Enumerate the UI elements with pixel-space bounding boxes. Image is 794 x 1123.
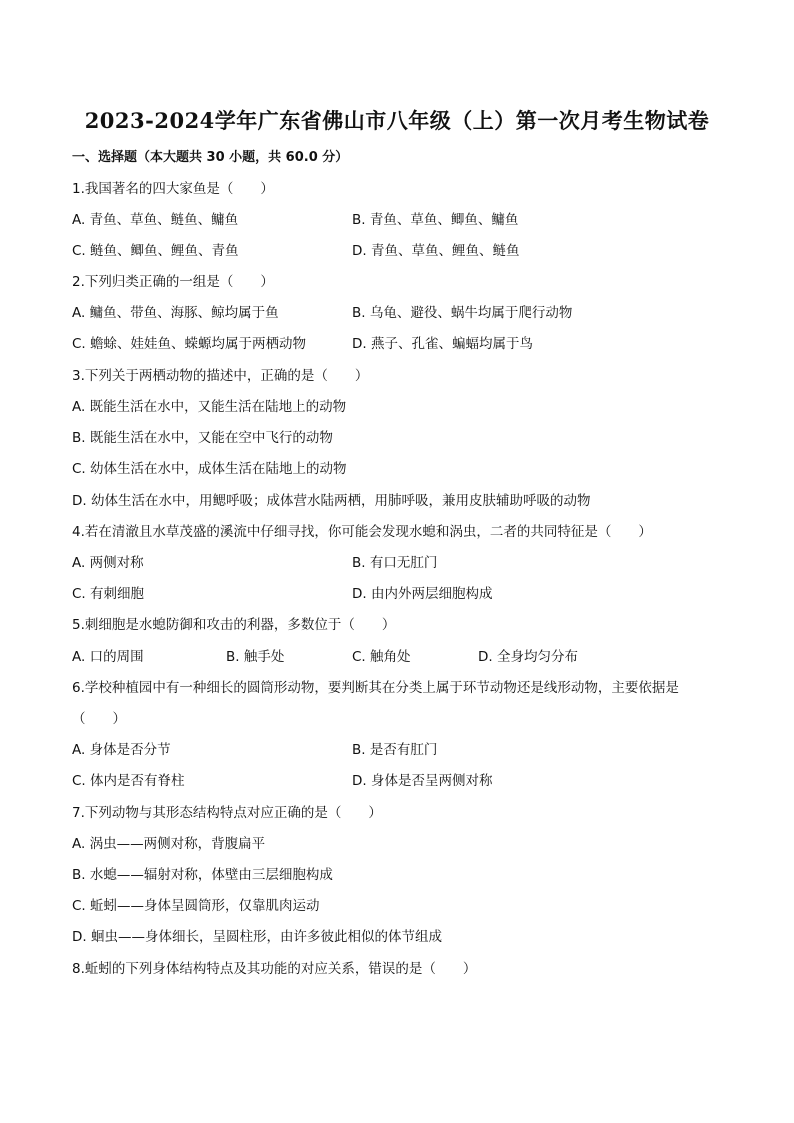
question-1-stem: 1.我国著名的四大家鱼是（ ） xyxy=(72,181,274,197)
question-3-option-b: B. 既能生活在水中，又能在空中飞行的动物 xyxy=(72,430,333,446)
question-6-option-b: B. 是否有肛门 xyxy=(352,742,438,758)
question-5-option-a: A. 口的周围 xyxy=(72,649,144,665)
question-6-stem: 6.学校种植园中有一种细长的圆筒形动物，要判断其在分类上属于环节动物还是线形动物，主要依据是 xyxy=(72,680,679,696)
question-3-option-c: C. 幼体生活在水中，成体生活在陆地上的动物 xyxy=(72,461,347,477)
question-5-option-d: D. 全身均匀分布 xyxy=(478,649,578,665)
question-6-option-d: D. 身体是否呈两侧对称 xyxy=(352,773,493,789)
question-4-stem: 4.若在清澈且水草茂盛的溪流中仔细寻找，你可能会发现水螅和涡虫，二者的共同特征是（ ） xyxy=(72,524,652,540)
question-1-option-c: C. 鲢鱼、鲫鱼、鲤鱼、青鱼 xyxy=(72,243,239,259)
question-3-option-d: D. 幼体生活在水中，用鳃呼吸；成体营水陆两栖，用肺呼吸，兼用皮肤辅助呼吸的动物 xyxy=(72,493,591,509)
question-2-option-d: D. 燕子、孔雀、蝙蝠均属于鸟 xyxy=(352,336,533,352)
question-5-option-b: B. 触手处 xyxy=(226,649,285,665)
question-3-option-a: A. 既能生活在水中，又能生活在陆地上的动物 xyxy=(72,399,347,415)
question-4-option-a: A. 两侧对称 xyxy=(72,555,144,571)
question-2-stem: 2.下列归类正确的一组是（ ） xyxy=(72,274,274,290)
question-1-option-a: A. 青鱼、草鱼、鲢鱼、鳙鱼 xyxy=(72,212,239,228)
question-1-option-d: D. 青鱼、草鱼、鲤鱼、鲢鱼 xyxy=(352,243,520,259)
question-4-option-d: D. 由内外两层细胞构成 xyxy=(352,586,493,602)
question-1-option-b: B. 青鱼、草鱼、鲫鱼、鳙鱼 xyxy=(352,212,519,228)
section-heading: 一、选择题（本大题共 30 小题，共 60.0 分） xyxy=(72,150,349,165)
question-2-option-a: A. 鳙鱼、带鱼、海豚、鲸均属于鱼 xyxy=(72,305,279,321)
question-7-option-b: B. 水螅——辐射对称，体壁由三层细胞构成 xyxy=(72,867,333,883)
question-6-option-c: C. 体内是否有脊柱 xyxy=(72,773,185,789)
question-2-option-c: C. 蟾蜍、娃娃鱼、蝾螈均属于两栖动物 xyxy=(72,336,307,352)
question-4-option-c: C. 有刺细胞 xyxy=(72,586,145,602)
page-title: 2023-2024学年广东省佛山市八年级（上）第一次月考生物试卷 xyxy=(84,108,710,133)
question-7-option-a: A. 涡虫——两侧对称，背腹扁平 xyxy=(72,836,266,852)
question-8-stem: 8.蚯蚓的下列身体结构特点及其功能的对应关系，错误的是（ ） xyxy=(72,961,477,977)
question-6-stem-continued: （ ） xyxy=(72,711,126,727)
question-7-stem: 7.下列动物与其形态结构特点对应正确的是（ ） xyxy=(72,805,382,821)
question-5-option-c: C. 触角处 xyxy=(352,649,411,665)
question-3-stem: 3.下列关于两栖动物的描述中，正确的是（ ） xyxy=(72,368,369,384)
question-7-option-c: C. 蚯蚓——身体呈圆筒形，仅靠肌肉运动 xyxy=(72,898,320,914)
question-5-stem: 5.刺细胞是水螅防御和攻击的利器，多数位于（ ） xyxy=(72,617,396,633)
question-4-option-b: B. 有口无肛门 xyxy=(352,555,438,571)
question-2-option-b: B. 乌龟、避役、蜗牛均属于爬行动物 xyxy=(352,305,573,321)
question-6-option-a: A. 身体是否分节 xyxy=(72,742,171,758)
question-7-option-d: D. 蛔虫——身体细长，呈圆柱形，由许多彼此相似的体节组成 xyxy=(72,929,442,945)
